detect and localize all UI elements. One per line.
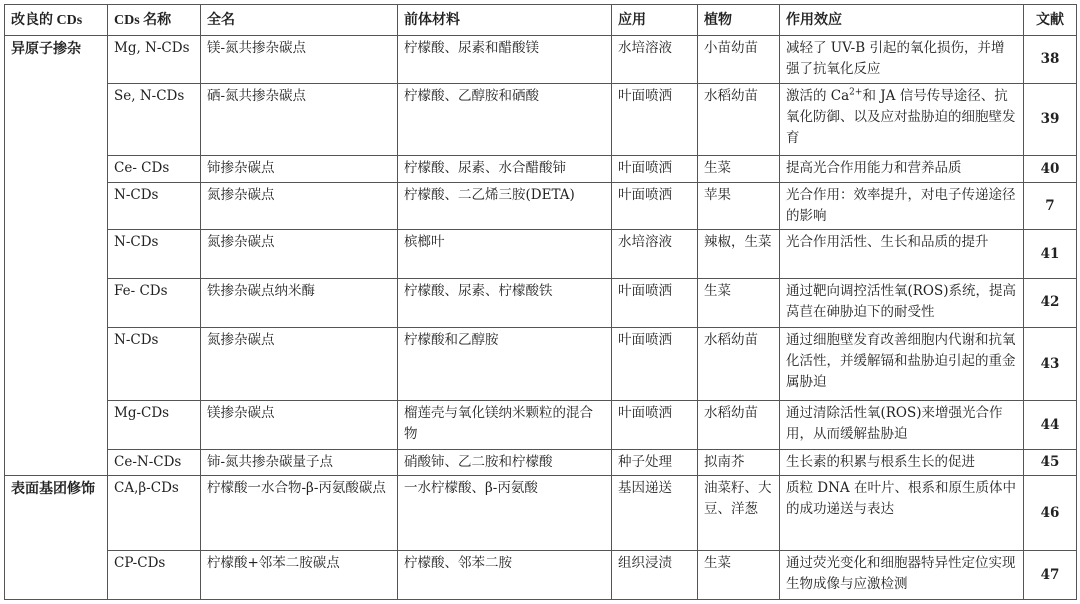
cell-precursor: 柠檬酸、尿素和醋酸镁 bbox=[398, 36, 612, 84]
cell-reference: 38 bbox=[1024, 36, 1077, 84]
cell-application: 叶面喷洒 bbox=[612, 401, 698, 450]
cell-plant: 水稻幼苗 bbox=[698, 327, 780, 401]
header-row bbox=[5, 5, 1077, 36]
cell-plant: 生菜 bbox=[698, 278, 780, 327]
cell-effect: 生长素的积累与根系生长的促进 bbox=[780, 450, 1024, 476]
table-row bbox=[5, 278, 1077, 327]
group-label-heteroatom: 异原子掺杂 bbox=[5, 36, 108, 476]
cell-cds-name: Mg-CDs bbox=[108, 401, 201, 450]
cell-reference: 47 bbox=[1024, 551, 1077, 600]
cell-application: 叶面喷洒 bbox=[612, 156, 698, 182]
cell-precursor: 柠檬酸、尿素、水合醋酸铈 bbox=[398, 156, 612, 182]
cell-full-name: 氮掺杂碳点 bbox=[201, 230, 398, 279]
header-cds-name: CDs 名称 bbox=[108, 5, 201, 36]
cell-cds-name: CA,β-CDs bbox=[108, 476, 201, 551]
cell-reference: 42 bbox=[1024, 278, 1077, 327]
effect-text: 和 JA 信号传导途径、抗氧化防御、以及应对盐胁迫的细胞壁发育 bbox=[786, 87, 1016, 146]
cell-effect: 质粒 DNA 在叶片、根系和原生质体中的成功递送与表达 bbox=[780, 476, 1024, 551]
cell-precursor: 柠檬酸、邻苯二胺 bbox=[398, 551, 612, 600]
cell-application: 叶面喷洒 bbox=[612, 83, 698, 156]
cell-application: 叶面喷洒 bbox=[612, 327, 698, 401]
cell-cds-name: Se, N-CDs bbox=[108, 83, 201, 156]
cell-full-name: 铁掺杂碳点纳米酶 bbox=[201, 278, 398, 327]
cell-reference: 43 bbox=[1024, 327, 1077, 401]
cell-plant: 拟南芥 bbox=[698, 450, 780, 476]
cell-reference: 44 bbox=[1024, 401, 1077, 450]
group-label-surface: 表面基团修饰 bbox=[5, 476, 108, 600]
cell-cds-name: N-CDs bbox=[108, 230, 201, 279]
cell-full-name: 氮掺杂碳点 bbox=[201, 327, 398, 401]
table-row bbox=[5, 182, 1077, 230]
cell-effect: 通过荧光变化和细胞器特异性定位实现生物成像与应激检测 bbox=[780, 551, 1024, 600]
cell-cds-name: N-CDs bbox=[108, 327, 201, 401]
table-row bbox=[5, 230, 1077, 279]
cell-application: 叶面喷洒 bbox=[612, 278, 698, 327]
cell-application: 叶面喷洒 bbox=[612, 182, 698, 230]
cell-effect: 通过细胞壁发育改善细胞内代谢和抗氧化活性，并缓解镉和盐胁迫引起的重金属胁迫 bbox=[780, 327, 1024, 401]
cell-full-name: 柠檬酸一水合物-β-丙氨酸碳点 bbox=[201, 476, 398, 551]
header-precursor: 前体材料 bbox=[398, 5, 612, 36]
cell-plant: 水稻幼苗 bbox=[698, 83, 780, 156]
table-row bbox=[5, 327, 1077, 401]
cell-full-name: 氮掺杂碳点 bbox=[201, 182, 398, 230]
cell-reference: 40 bbox=[1024, 156, 1077, 182]
cell-full-name: 硒-氮共掺杂碳点 bbox=[201, 83, 398, 156]
cell-cds-name: Fe- CDs bbox=[108, 278, 201, 327]
cell-precursor: 槟榔叶 bbox=[398, 230, 612, 279]
header-reference: 文献 bbox=[1024, 5, 1077, 36]
cell-full-name: 铈掺杂碳点 bbox=[201, 156, 398, 182]
cell-reference: 41 bbox=[1024, 230, 1077, 279]
cell-reference: 39 bbox=[1024, 83, 1077, 156]
cell-cds-name: Ce-N-CDs bbox=[108, 450, 201, 476]
cell-application: 种子处理 bbox=[612, 450, 698, 476]
cell-plant: 小苗幼苗 bbox=[698, 36, 780, 84]
table-row bbox=[5, 156, 1077, 182]
cell-effect: 通过靶向调控活性氧(ROS)系统，提高莴苣在砷胁迫下的耐受性 bbox=[780, 278, 1024, 327]
cell-effect: 光合作用活性、生长和品质的提升 bbox=[780, 230, 1024, 279]
cell-application: 水培溶液 bbox=[612, 36, 698, 84]
cell-plant: 辣椒，生菜 bbox=[698, 230, 780, 279]
cell-precursor: 柠檬酸、二乙烯三胺(DETA) bbox=[398, 182, 612, 230]
table-row bbox=[5, 450, 1077, 476]
cell-precursor: 柠檬酸、尿素、柠檬酸铁 bbox=[398, 278, 612, 327]
cell-full-name: 镁-氮共掺杂碳点 bbox=[201, 36, 398, 84]
cell-effect: 提高光合作用能力和营养品质 bbox=[780, 156, 1024, 182]
cell-effect bbox=[780, 83, 1024, 156]
cell-plant: 生菜 bbox=[698, 156, 780, 182]
header-application: 应用 bbox=[612, 5, 698, 36]
cell-reference: 46 bbox=[1024, 476, 1077, 551]
header-modified-cds: 改良的 CDs bbox=[5, 5, 108, 36]
cell-plant: 水稻幼苗 bbox=[698, 401, 780, 450]
cell-cds-name: CP-CDs bbox=[108, 551, 201, 600]
table-row bbox=[5, 476, 1077, 551]
cd-modification-table bbox=[4, 4, 1077, 600]
effect-superscript: 2+ bbox=[849, 87, 863, 98]
effect-prefix: 激活的 Ca bbox=[786, 87, 850, 104]
cell-precursor: 柠檬酸和乙醇胺 bbox=[398, 327, 612, 401]
header-full-name: 全名 bbox=[201, 5, 398, 36]
cell-application: 基因递送 bbox=[612, 476, 698, 551]
cell-precursor: 榴莲壳与氧化镁纳米颗粒的混合物 bbox=[398, 401, 612, 450]
cell-plant: 油菜籽、大豆、洋葱 bbox=[698, 476, 780, 551]
cell-full-name: 镁掺杂碳点 bbox=[201, 401, 398, 450]
cell-full-name: 铈-氮共掺杂碳量子点 bbox=[201, 450, 398, 476]
cell-reference: 45 bbox=[1024, 450, 1077, 476]
header-effect: 作用效应 bbox=[780, 5, 1024, 36]
cell-cds-name: Ce- CDs bbox=[108, 156, 201, 182]
cell-full-name: 柠檬酸+邻苯二胺碳点 bbox=[201, 551, 398, 600]
cell-plant: 苹果 bbox=[698, 182, 780, 230]
cell-application: 组织浸渍 bbox=[612, 551, 698, 600]
cell-effect: 通过清除活性氧(ROS)来增强光合作用，从而缓解盐胁迫 bbox=[780, 401, 1024, 450]
table-row bbox=[5, 401, 1077, 450]
cell-cds-name: N-CDs bbox=[108, 182, 201, 230]
cell-application: 水培溶液 bbox=[612, 230, 698, 279]
cell-precursor: 硝酸铈、乙二胺和柠檬酸 bbox=[398, 450, 612, 476]
cell-reference: 7 bbox=[1024, 182, 1077, 230]
table-row bbox=[5, 83, 1077, 156]
cell-effect: 减轻了 UV-B 引起的氧化损伤，并增强了抗氧化反应 bbox=[780, 36, 1024, 84]
header-plant: 植物 bbox=[698, 5, 780, 36]
table-row bbox=[5, 551, 1077, 600]
cell-plant: 生菜 bbox=[698, 551, 780, 600]
table-row bbox=[5, 36, 1077, 84]
cell-cds-name: Mg, N-CDs bbox=[108, 36, 201, 84]
cell-precursor: 柠檬酸、乙醇胺和硒酸 bbox=[398, 83, 612, 156]
cell-effect: 光合作用：效率提升，对电子传递途径的影响 bbox=[780, 182, 1024, 230]
cell-precursor: 一水柠檬酸、β-丙氨酸 bbox=[398, 476, 612, 551]
